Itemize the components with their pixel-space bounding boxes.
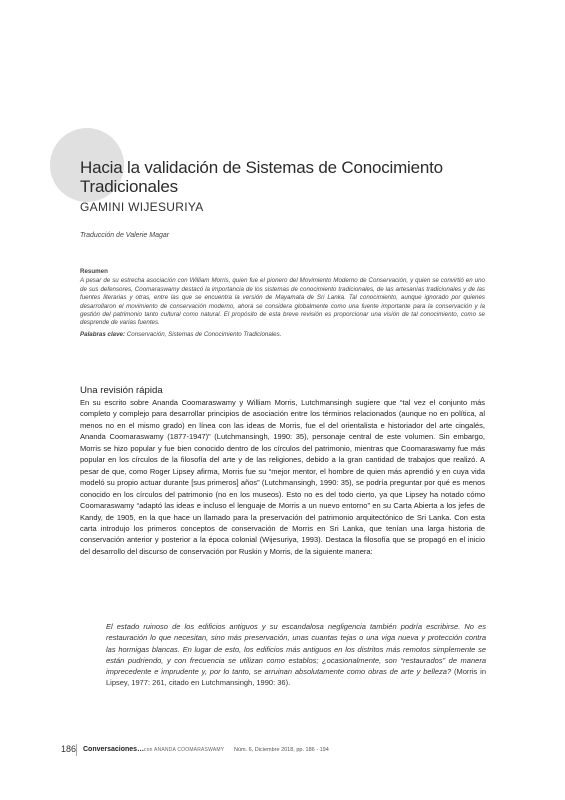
article-author: GAMINI WIJESURIYA: [80, 200, 204, 214]
quote-text: El estado ruinoso de los edificios antiguos y su escandalosa negligencia también podría escribirse. No es restauración lo que necesitan, sino más preservación, unas cuantas tejas o una viga nueva y protección contra las hormigas blancas. En lugar de esto, los edificios más antiguos en los distritos más remotos simplemente se están pudriendo, y con frecuencia se utilizan como establos; ¿ocasionalmente, son “restaurados” de manera imprecedente e imprudente y, por lo tanto, se arruinan absolutamente como obras de arte y belleza?: [106, 622, 486, 677]
abstract-heading: Resumen: [80, 268, 108, 275]
keywords-text: Conservación, Sistemas de Conocimiento Tradicionales.: [126, 331, 282, 338]
section-heading: Una revisión rápida: [80, 385, 163, 396]
article-title: Hacia la validación de Sistemas de Conocimiento Tradicionales: [80, 158, 443, 196]
keywords-block: [80, 331, 485, 338]
issue-info: Núm. 6, Diciembre 2018, pp. 186 - 194: [234, 747, 329, 753]
journal-subject: con ANANDA COOMARASWAMY: [144, 747, 225, 753]
journal-name: Conversaciones…: [83, 746, 145, 753]
page-footer: [0, 740, 565, 754]
section-quick-review: [80, 385, 485, 557]
page-number: 186: [61, 744, 77, 754]
abstract-text: A pesar de su estrecha asociación con William Morris, quien fue el pionero del Movimiento Moderno de Conservación, y quien se convirtió en uno de sus defensores, Coomaraswamy destacó la importancia de los sistemas de conocimiento tradicionales, de las artesanías tradicionales y de las fuentes literarias y otras, entre las que se encuentra la versión de Mayamata de Sri Lanka. Tal conocimiento, aunque ignorado por quienes desarrollaron el movimiento de conservación moderno, ahora se considera globalmente como una fuente importante para la conservación y la gestión del patrimonio tanto cultural como natural. El propósito de esta breve revisión es proporcionar una visión de tal conocimiento, como se desprende de varias fuentes.: [80, 277, 485, 327]
abstract-block: [80, 268, 485, 328]
footer-divider: [76, 744, 77, 756]
translation-credit: Traducción de Valerie Magar: [80, 232, 170, 239]
block-quote: [106, 621, 486, 689]
keywords-label: Palabras clave:: [80, 331, 126, 338]
quote-citation: (Morris in Lipsey, 1977: 261, citado en Lutchmansingh, 1990: 36).: [106, 667, 486, 688]
section-body: En su escrito sobre Ananda Coomaraswamy y William Morris, Lutchmansingh sugiere que “tal vez el conjunto más completo y complejo para desarrollar principios de asociación entre los términos relacionados (aunque no en política, al menos no en el mismo grado) en línea con las ideas de Morris, fue el del orientalista e historiador del arte cingalés, Ananda Coomaraswamy (1877-1947)” (Lutchmansingh, 1990: 35), personaje central de este volumen. Sin embargo, Morris se hizo popular y fue bien conocido dentro de los círculos del patrimonio, mientras que Coomaraswamy fue más popular en los círculos de la filosofía del arte y de las religiones, debido a la gran cantidad de trabajos que realizó. A pesar de que, como Roger Lipsey afirma, Morris fue su “mejor mentor, el hombre de quien más aprendió y en cuya vida modeló su propio actuar durante [sus primeros] años” (Lutchmansingh, 1990: 35), se podría preguntar por qué es menos conocido en los círculos del patrimonio (no en los museos). Esto no es del todo cierto, ya que Lipsey ha notado cómo Coomaraswamy “adaptó las ideas e incluso el lenguaje de Morris a un nuevo entorno” en su Carta Abierta a los jefes de Kandy, de 1905, en la que hace un llamado para la preservación del patrimonio arquitectónico de Sri Lanka. Con esta carta introdujo los primeros conceptos de conservación de Morris en Sri Lanka, que tenían una larga historia de conservación anterior y posterior a la época colonial (Wijesuriya, 1993). Destaca la filosofía que se propagó en el inicio del desarrollo del discurso de conservación por Ruskin y Morris, de la siguiente manera:: [80, 398, 485, 556]
